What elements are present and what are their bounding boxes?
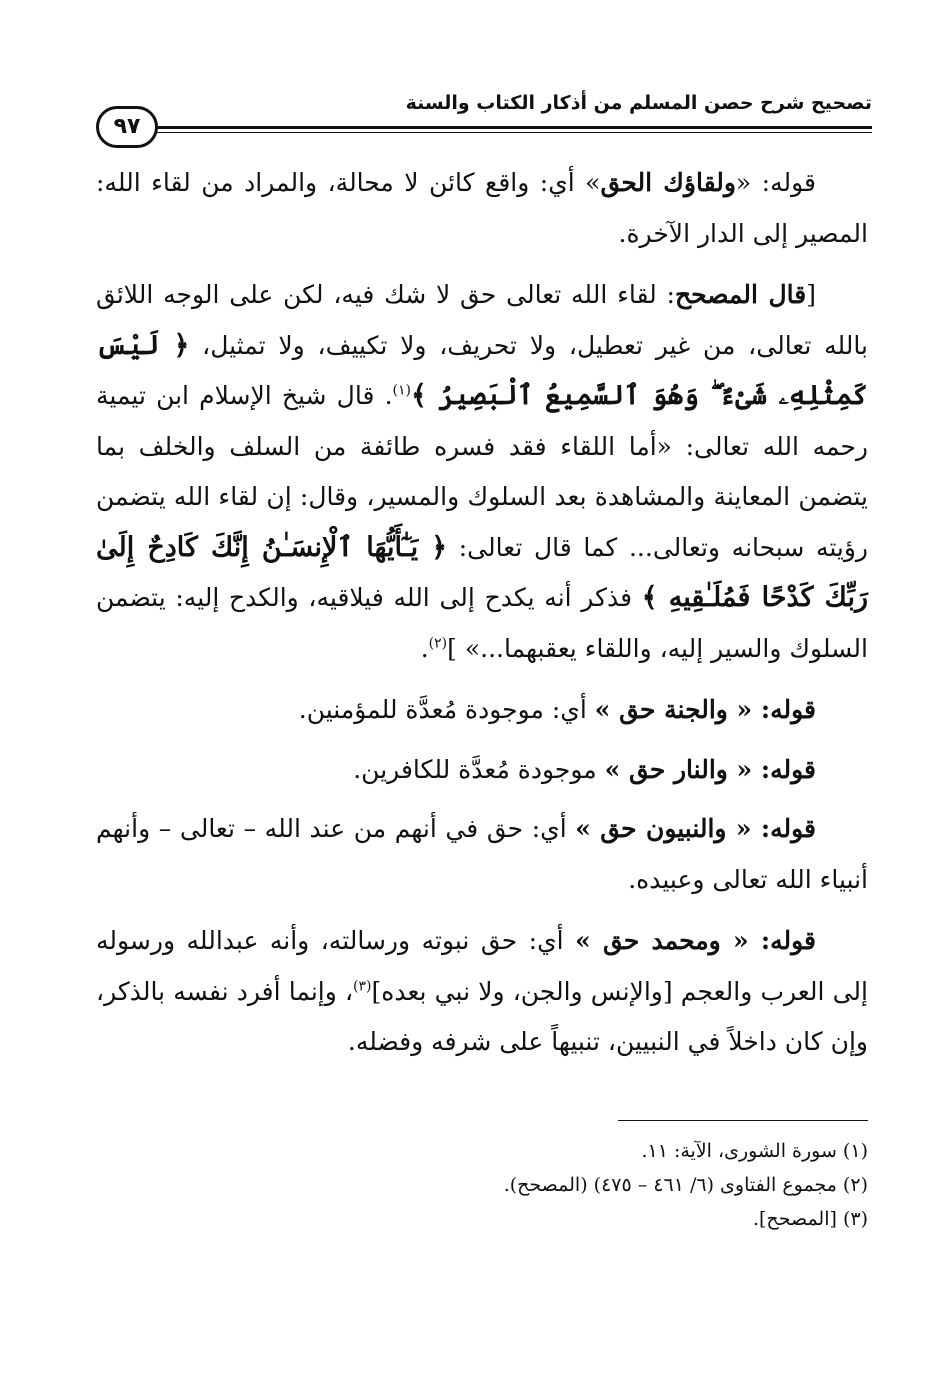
paragraph-lead: قوله: « [735, 168, 816, 197]
footnote-3: (٣) [المصحح]. [752, 1208, 868, 1230]
quran-verse: ﴿ يَـٰٓأَيُّهَا ٱلْإِنسَـٰنُ إِنَّكَ كَادِحٌ إِلَىٰ رَبِّكَ كَدْحًا فَمُلَـٰقِيهِ ﴾ [96, 531, 868, 613]
paragraph-text: فذكر أنه يكدح إلى الله فيلاقيه، والكدح إليه: يتضمن السلوك والسير إليه، واللقاء يعقبهما...» ] [96, 583, 868, 663]
quran-verse: ﴿ لَيْسَ كَمِثْلِهِۦ شَىْءٌ ۖ وَهُوَ ٱلسَّمِيعُ ٱلْبَصِيرُ ﴾ [96, 329, 868, 411]
main-text [96, 158, 868, 1079]
page-number: ٩٧ [96, 106, 158, 148]
paragraph-janna [96, 685, 868, 736]
header-rule-thin [148, 132, 872, 133]
paragraph-liqa [96, 158, 868, 259]
footnotes [96, 1134, 868, 1236]
footnote-2: (٢) مجموع الفتاوى (٦/ ٤٦١ – ٤٧٥) (المصحح). [503, 1174, 868, 1196]
paragraph-lead: قوله: « والنبيون حق » [575, 814, 816, 843]
paragraph-end: . [420, 633, 429, 663]
bracket-open: [ [806, 280, 816, 309]
footnote-ref: (١) [392, 382, 411, 399]
footnote-ref: (٢) [428, 635, 448, 652]
paragraph-lead: قوله: « ومحمد حق » [575, 926, 816, 955]
paragraph-musahhih [96, 270, 868, 674]
paragraph-text: : لقاء الله تعالى حق لا شك فيه، لكن على الوجه اللائق بالله تعالى، من غير تعطيل، ولا تحريف، ولا تكييف، ولا تمثيل، [96, 280, 868, 360]
footnote-ref: (٣) [353, 978, 372, 995]
footnote-1: (١) سورة الشورى، الآية: ١١. [641, 1140, 868, 1162]
paragraph-text: . قال شيخ الإسلام ابن تيمية رحمه الله تعالى: «أما اللقاء فقد فسره طائفة من السلف والخلف بما يتضمن المعاينة والمشاهدة بعد السلوك والمسير، وقال: إن لقاء الله يتضمن رؤيته سبحانه وتعالى... كما قال تعالى: [96, 381, 868, 562]
paragraph-text: أي: موجودة مُعدَّة للمؤمنين. [298, 695, 595, 724]
quoted-term: ولقاؤك الحق [600, 168, 736, 197]
paragraph-text: ، وإنما أفرد نفسه بالذكر، وإن كان داخلاً في النبيين، تنبيهاً على شرفه وفضله. [96, 976, 868, 1056]
paragraph-text: أي: حق في أنهم من عند الله – تعالى – وأنهم أنبياء الله تعالى وعبيده. [96, 814, 868, 894]
paragraph-muhammad [96, 916, 868, 1068]
paragraph-text: أي: حق نبوته ورسالته، وأنه عبدالله ورسوله إلى العرب والعجم [والإنس والجن، ولا نبي بعده] [96, 926, 868, 1006]
paragraph-lead: قوله: « والنار حق » [604, 754, 816, 784]
page-header [96, 88, 872, 148]
paragraph-lead: قوله: « والجنة حق » [594, 695, 816, 724]
paragraph-text: » أي: واقع كائن لا محالة، والمراد من لقاء الله: المصير إلى الدار الآخرة. [96, 168, 868, 248]
speaker-label: قال المصحح [674, 280, 807, 309]
paragraph-nabiyyun [96, 804, 868, 905]
footnote-separator [618, 1120, 868, 1121]
paragraph-nar [96, 745, 868, 796]
running-title: تصحيح شرح حصن المسلم من أذكار الكتاب والسنة [405, 92, 872, 114]
paragraph-text: موجودة مُعدَّة للكافرين. [353, 754, 605, 784]
header-rule [148, 126, 872, 129]
